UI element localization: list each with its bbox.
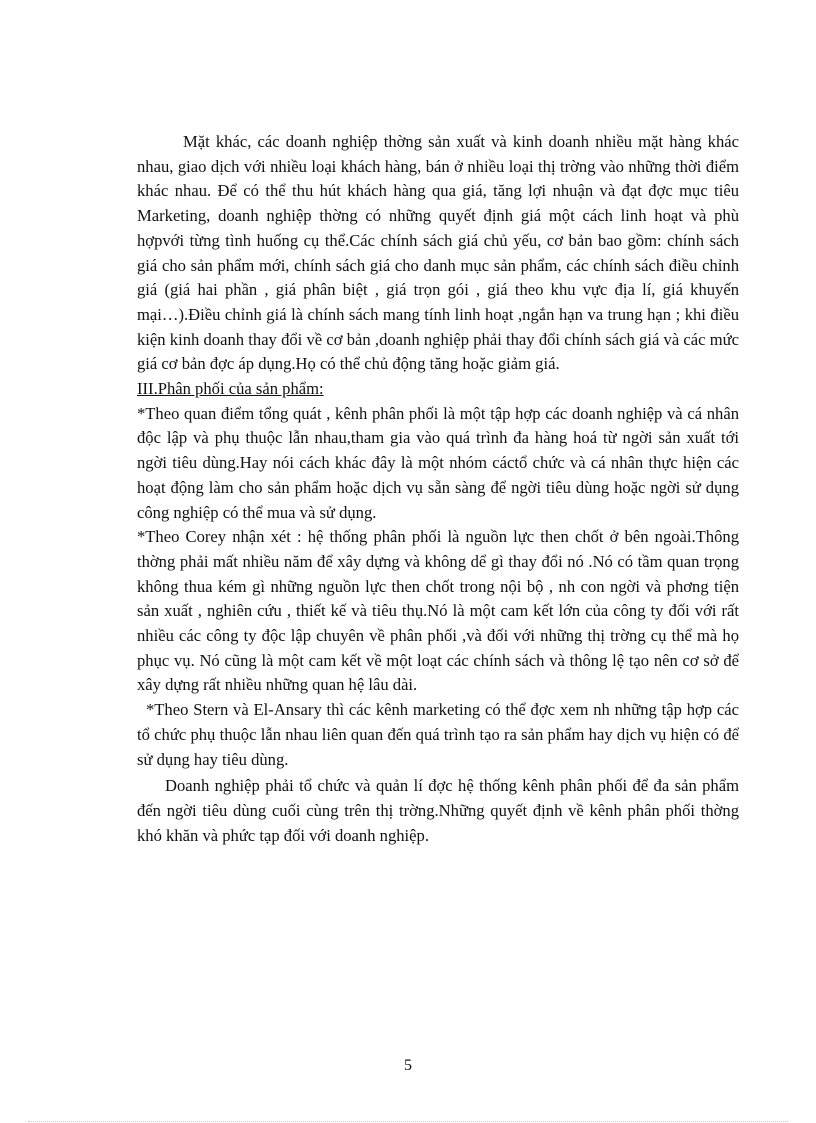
document-body [137, 130, 739, 848]
section-heading-distribution: III.Phân phối của sản phẩm: [137, 379, 324, 399]
paragraph-enterprise-channels: Doanh nghiệp phải tổ chức và quản lí đợc hệ thống kênh phân phối để đa sản phẩm đến ngời tiêu dùng cuối cùng trên thị trờng.Những quyết định về kênh phân phối thờng khó khăn và phức tạp đối với doanh nghiệp. [137, 776, 739, 845]
page-bottom-border [28, 1121, 788, 1122]
paragraph-general-view: *Theo quan điểm tổng quát , kênh phân phối là một tập hợp các doanh nghiệp và cá nhân độc lập và phụ thuộc lẫn nhau,tham gia vào quá trình đa hàng hoá từ ngời sản xuất tới ngời tiêu dùng.Hay nói cách khác đây là một nhóm cáctổ chức và cá nhân thực hiện các hoạt động làm cho sản phẩm hoặc dịch vụ sẵn sàng để ngời tiêu dùng hoặc ngời sử dụng công nghiệp có thể mua và sử dụng. [137, 403, 739, 522]
paragraph-corey: *Theo Corey nhận xét : hệ thống phân phối là nguồn lực then chốt ở bên ngoài.Thông thờng phải mất nhiều năm để xây dựng và không dể gì thay đổi nó .Nó có tầm quan trọng không thua kém gì những nguồn lực then chốt trong nội bộ , nh con ngời và phơng tiện sản xuất , nghiên cứu , thiết kế và tiêu thụ.Nó là một cam kết lớn của công ty đối với rất nhiều các công ty độc lập chuyên về phân phối ,và đối với những thị trờng cụ thể mà họ phục vụ. Nó cũng là một cam kết về một loạt các chính sách và thông lệ tạo nên cơ sở để xây dựng rất nhiều những quan hệ lâu dài. [137, 527, 739, 695]
paragraph-pricing-policy: Mặt khác, các doanh nghiệp thờng sản xuất và kinh doanh nhiều mặt hàng khác nhau, giao dịch với nhiều loại khách hàng, bán ở nhiều loại thị trờng vào những thời điểm khác nhau. Để có thể thu hút khách hàng qua giá, tăng lợi nhuận và đạt đợc mục tiêu Marketing, doanh nghiệp thờng có những quyết định giá một cách linh hoạt và phù hợpvới từng tình huống cụ thể.Các chính sách giá chủ yếu, cơ bản bao gồm: chính sách giá cho sản phẩm mới, chính sách giá cho danh mục sản phẩm, các chính sách điều chỉnh giá (giá hai phần , giá phân biệt , giá trọn gói , giá theo khu vực địa lí, giá khuyến mại…).Điều chỉnh giá là chính sách mang tính linh hoạt ,ngắn hạn va trung hạn ; khi điều kiện kinh doanh thay đổi về cơ bản ,doanh nghiệp phải thay đổi chính sách giá và các mức giá cơ bản đợc áp dụng.Họ có thể chủ động tăng hoặc giảm giá. [137, 132, 739, 374]
page-number: 5 [404, 1057, 412, 1074]
paragraph-stern-ansary: *Theo Stern và El-Ansary thì các kênh marketing có thể đợc xem nh những tập hợp các tổ chức phụ thuộc lẫn nhau liên quan đến quá trình tạo ra sản phẩm hay dịch vụ hiện có để sử dụng hay tiêu dùng. [137, 700, 739, 769]
